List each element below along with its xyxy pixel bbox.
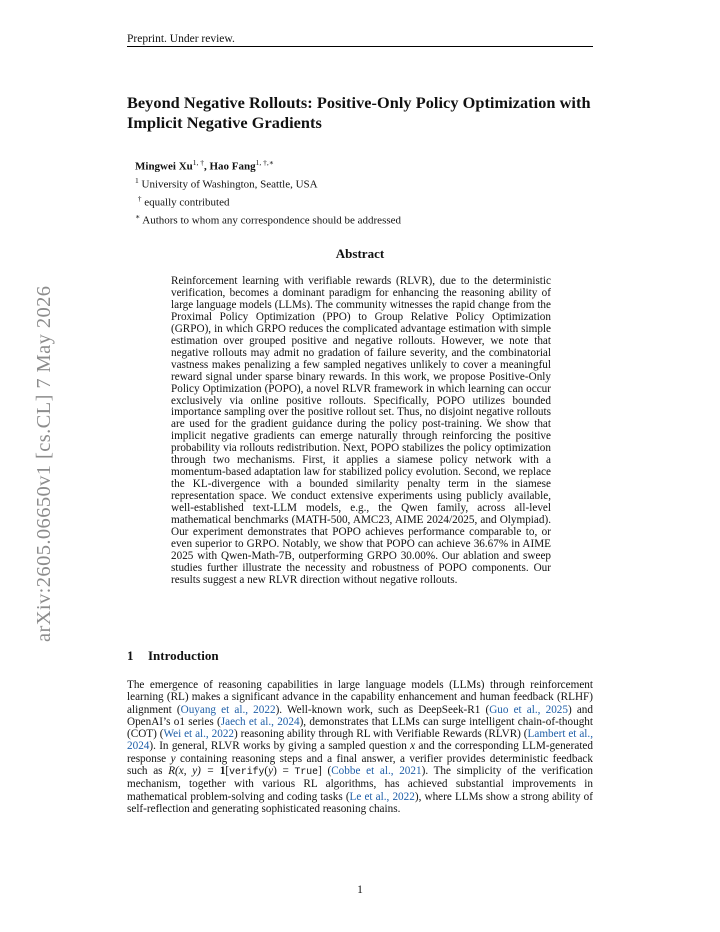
math-bracket: [ <box>225 765 230 778</box>
affiliation-1 <box>135 174 595 192</box>
abstract-heading: Abstract <box>335 246 385 261</box>
math-paren: ( <box>264 765 269 778</box>
citation-link[interactable]: Le et al., 2022 <box>349 790 415 803</box>
intro-text: ). Well-known work, such as DeepSeek-R1 ( <box>275 703 490 716</box>
intro-text: ( <box>321 765 332 778</box>
math-variable: x <box>410 740 416 753</box>
author-1-marks: 1, † <box>192 158 204 167</box>
author-2-marks: 1, †,∗ <box>255 158 274 167</box>
math-expression: R(x, y) = <box>168 765 220 778</box>
math-code: True <box>294 766 319 778</box>
section-heading <box>127 648 593 664</box>
intro-text: containing reasoning steps and a final answer, a verifier provides deterministic feedback such as <box>127 752 593 778</box>
math-code: verify <box>229 766 265 778</box>
author-2: Hao Fang <box>209 160 256 173</box>
intro-text: ) reasoning ability through RL with Verifiable Rewards (RLVR) ( <box>234 728 528 741</box>
math-variable: y <box>170 752 176 765</box>
affiliation-1-text: University of Washington, Seattle, USA <box>141 178 318 191</box>
affiliation-3-mark: ∗ <box>135 211 141 221</box>
section-title: Introduction <box>148 648 219 663</box>
citation-link[interactable]: Jaech et al., 2024 <box>220 715 300 728</box>
intro-text: ). The simplicity of the verification mechanism, together with various RL algorithms, has achieved substantial improvements in mathematical problem-solving and coding tasks ( <box>127 765 594 803</box>
page-number: 1 <box>357 884 363 896</box>
intro-text: ). In general, RLVR works by giving a sampled question <box>149 740 411 753</box>
citation-link[interactable]: Cobbe et al., 2021 <box>331 765 422 778</box>
affiliation-2-text: equally contributed <box>144 196 230 209</box>
affiliation-1-mark: 1 <box>135 175 139 185</box>
running-head: Preprint. Under review. <box>127 33 235 45</box>
arxiv-identifier[interactable]: arXiv:2605.06650v1 [cs.CL] 7 May 2026 <box>33 285 55 642</box>
citation-link[interactable]: Ouyang et al., 2022 <box>180 703 276 716</box>
intro-paragraph <box>127 679 593 815</box>
author-names <box>135 156 595 174</box>
header-rule <box>127 46 593 47</box>
author-1: Mingwei Xu <box>135 160 193 173</box>
math-expression: ) = <box>273 765 295 778</box>
citation-link[interactable]: Wei et al., 2022 <box>163 728 235 741</box>
citation-link[interactable]: Lambert et al., 2024 <box>127 728 593 753</box>
intro-text: ) and OpenAI’s o1 series ( <box>127 703 593 728</box>
affiliation-2 <box>135 192 595 210</box>
intro-text: and the corresponding LLM-generated response <box>127 740 593 765</box>
math-variable: y <box>268 765 274 778</box>
section-number: 1 <box>127 648 134 663</box>
affiliation-3-text: Authors to whom any correspondence should be addressed <box>142 214 402 227</box>
math-bracket: ] <box>318 765 322 778</box>
intro-text: The emergence of reasoning capabilities in large language models (LLMs) through reinforcement learning (RL) makes a significant advance in the capability enhancement and human feedback (RLHF) alignment ( <box>127 679 593 716</box>
citation-link[interactable]: Guo et al., 2025 <box>489 703 568 716</box>
intro-text: ), where LLMs show a strong ability of self-reflection and generating sophisticated reasoning chains. <box>127 790 593 815</box>
author-separator: , <box>204 160 210 173</box>
affiliation-2-mark: † <box>137 193 142 203</box>
intro-text: ), demonstrates that LLMs can surge intelligent chain-of-thought (COT) ( <box>127 715 593 741</box>
math-indicator: 1 <box>219 765 226 778</box>
abstract-body: Reinforcement learning with verifiable rewards (RLVR), due to the deterministic verification, becomes a dominant paradigm for enhancing the reasoning ability of large language models (LLMs). The community witnesses the rapid change from the Proximal Policy Optimization (PPO) to Group Relative Policy Optimization (GRPO), in which GRPO reduces the complicated advantage estimation with simple estimation over grouped positive and negative rollouts. However, we note that negative rollouts may admit no gradation of failure severity, and the combinatorial vastness makes penalizing a few sampled negatives unlikely to cover a meaningful reward signal under sparse binary rewards. In this work, we propose Positive-Only Policy Optimization (POPO), a novel RLVR framework in which learning can occur exclusively via online positive rollouts. Specifically, POPO utilizes bounded importance sampling over the positive rollout set. Thus, no disjoint negative rollouts are used for the gradient guidance during the policy post-training. We show that implicit negative gradients can emerge naturally through reinforcing the positive probability via rollouts redistribution. Next, POPO stabilizes the policy optimization through two mechanisms. First, it applies a siamese policy network with a momentum-based adaptation law for stabilized policy evolution. Second, we replace the KL-divergence with a bounded similarity penalty term in the siamese representation space. We conduct extensive experiments using publicly available, well-established text-LLM models, e.g., the Qwen family, across all-level mathematical benchmarks (MATH-500, AMC23, AIME 2024/2025, and Olympiad). Our experiment demonstrates that POPO achieves performance comparable to, or even superior to GRPO. Notably, we show that POPO can achieve 36.67% in AIME 2025 with Qwen-Math-7B, outperforming GRPO 30.00%. Our ablation and sweep studies further illustrate the necessity and robustness of POPO components. Our results suggest a new RLVR direction without negative rollouts. <box>171 275 551 586</box>
author-block <box>135 156 595 227</box>
paper-title: Beyond Negative Rollouts: Positive-Only Policy Optimization with Implicit Negative Gradients <box>127 93 591 132</box>
affiliation-3 <box>135 210 595 228</box>
